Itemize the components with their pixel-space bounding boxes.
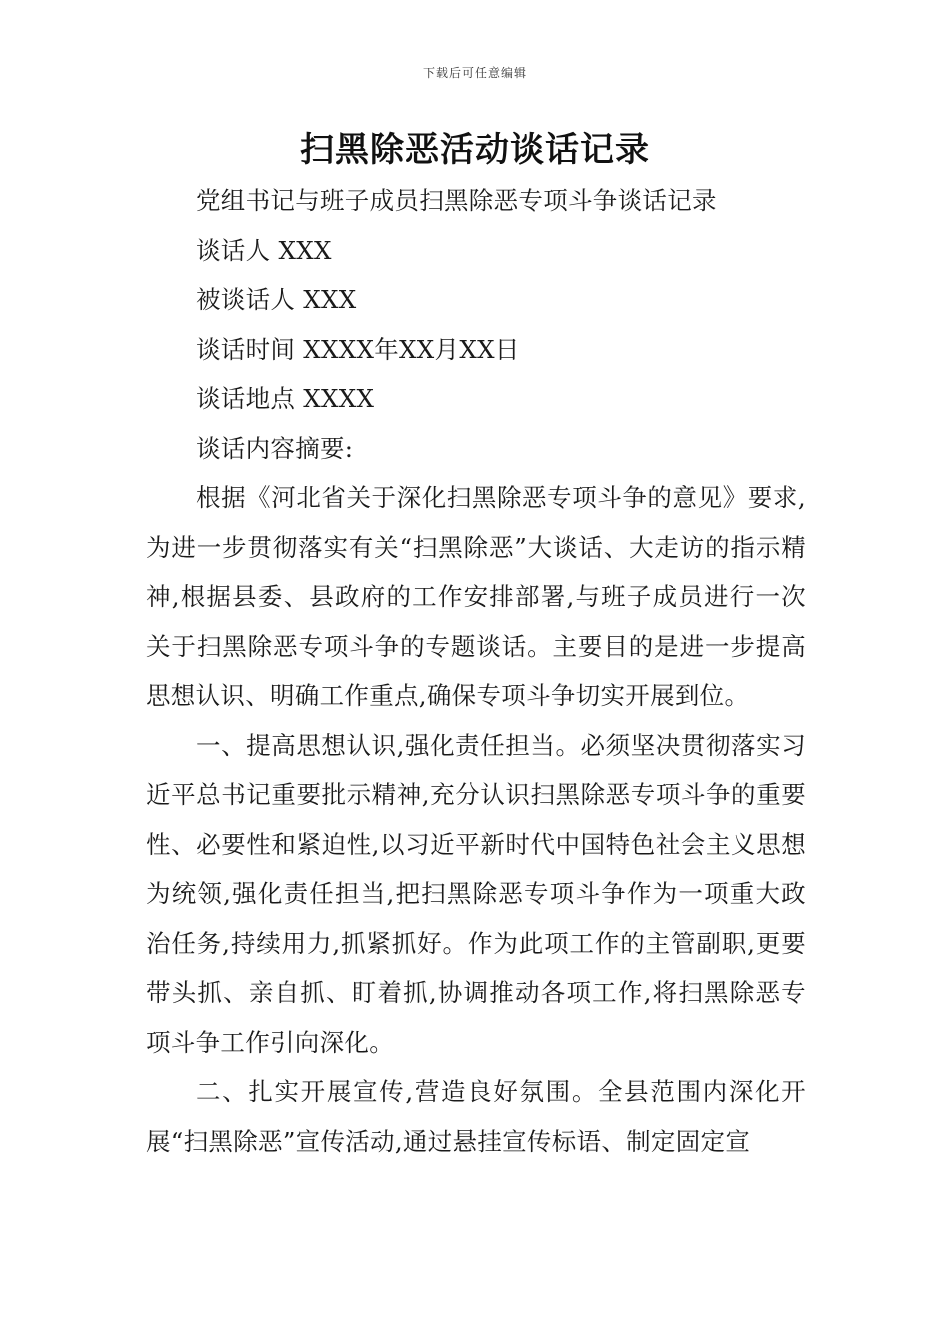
paragraph-intro: 根据《河北省关于深化扫黑除恶专项斗争的意见》要求,为进一步贯彻落实有关“扫黑除恶”大谈话、大走访的指示精神,根据县委、县政府的工作安排部署,与班子成员进行一次关于扫黑除恶专项斗争的专题谈话。主要目的是进一步提高思想认识、明确工作重点,确保专项斗争切实开展到位。 bbox=[146, 483, 806, 710]
interviewer-line: 谈话人 XXX bbox=[196, 235, 332, 265]
paragraph-section-2: 二、扎实开展宣传,营造良好氛围。全县范围内深化开展“扫黑除恶”宣传活动,通过悬挂宣传标语、制定固定宣 bbox=[146, 1077, 806, 1156]
interviewee-line: 被谈话人 XXX bbox=[196, 285, 357, 314]
location-line: 谈话地点 XXXX bbox=[196, 384, 375, 413]
summary-label: 谈话内容摘要: bbox=[196, 433, 354, 463]
document-title: 扫黑除恶活动谈话记录 bbox=[300, 130, 650, 170]
document-body bbox=[146, 176, 806, 1166]
header-note: 下载后可任意编辑 bbox=[422, 66, 527, 80]
time-line: 谈话时间 XXXX年XX月XX日 bbox=[196, 334, 520, 364]
document-subtitle: 党组书记与班子成员扫黑除恶专项斗争谈话记录 bbox=[196, 186, 717, 215]
paragraph-section-1: 一、提高思想认识,强化责任担当。必须坚决贯彻落实习近平总书记重要批示精神,充分认识扫黑除恶专项斗争的重要性、必要性和紧迫性,以习近平新时代中国特色社会主义思想为统领,强化责任担当,把扫黑除恶专项斗争作为一项重大政治任务,持续用力,抓紧抓好。作为此项工作的主管副职,更要带头抓、亲自抓、盯着抓,协调推动各项工作,将扫黑除恶专项斗争工作引向深化。 bbox=[146, 730, 806, 1057]
